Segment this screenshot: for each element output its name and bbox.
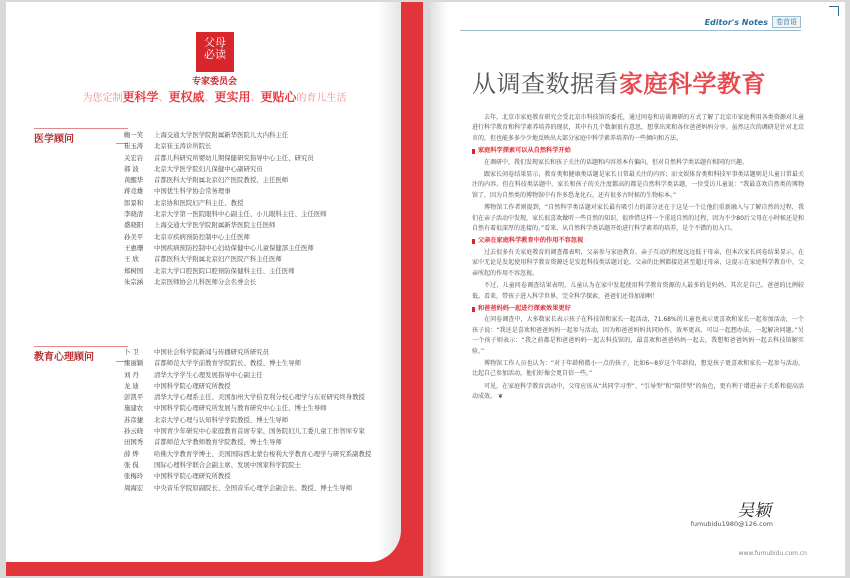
member-description: 国际心理科学联合会副主席、发展中国家科学院院士 [154, 460, 301, 469]
medical-section-rule-top [34, 128, 128, 129]
medical-member [124, 277, 327, 288]
member-description: 首都儿科研究所婴幼儿期保健研究指导中心主任、研究员 [154, 153, 314, 162]
slogan-highlight-3: 更实用 [214, 90, 251, 104]
member-name: 张 侃 [124, 460, 139, 469]
member-name: 康丽颖 [124, 359, 144, 368]
medical-member [124, 153, 327, 164]
left-page [6, 2, 423, 576]
member-name: 王 欣 [124, 255, 139, 264]
member-name: 孙美平 [124, 232, 144, 241]
member-description: 北京大学第一医院眼科中心副主任、小儿眼科主任、主任医师 [154, 210, 327, 219]
education-member [124, 403, 371, 414]
logo-line-1: 父母 [204, 36, 226, 49]
member-name: 黄醒华 [124, 176, 144, 185]
paragraph-3b: 博物馆工作人员也认为：“对于年龄稍微小一点的孩子，比如6~8岁这个年龄段，想觉孩子更喜欢和家长一起参与活动，比起自己参加活动，他们好像会更自信一些。” [472, 359, 804, 378]
subheading-3: 和爸爸妈妈一起进行探索效果更好 [472, 304, 804, 314]
headline-red: 家庭科学教育 [619, 70, 766, 98]
paragraph-1c: 博物馆工作者则提到，“自然科学类话题对家长最有吸引力的部分还在于这是一个让他们重新融入与了解自然的过程，我们在亲子活动中发现，家长很喜欢做听一些自然的知识，很珍惜这样一个重返自然的过程，因为不少80后父母在小时候还是和自然有着很深厚的连接的。”看来，从自然科学类话题开始进行科学素养的培养，是个不错的切入口。 [472, 204, 804, 233]
member-description: 北京市疾病预防控制中心主任医师 [154, 232, 250, 241]
education-member [124, 460, 371, 471]
member-description: 首都医科大学附属北京妇产医院教授、主任医师 [154, 176, 289, 185]
member-name: 施建农 [124, 404, 144, 413]
slogan-highlight-1: 更科学 [122, 90, 159, 104]
member-description: 首都师范大学学前教育学院院长、教授、博士生导师 [154, 359, 301, 368]
education-section-rule-top [34, 346, 128, 347]
member-description: 中国科学院心理研究所发展与教育研究中心主任、博士生导师 [154, 404, 327, 413]
education-member [124, 358, 371, 369]
member-description: 中国青少年研究中心家庭教育首席专家、国务院妇儿工委儿童工作智库专家 [154, 427, 365, 436]
member-description: 北京大学心理与认知科学学院教授、博士生导师 [154, 415, 289, 424]
education-member [124, 347, 371, 358]
member-description: 上海交通大学医学院附属新华医院主任医师 [154, 221, 276, 230]
member-name: 田国秀 [124, 438, 144, 447]
member-description: 中国科学院心理研究所教授 [154, 381, 231, 390]
medical-member [124, 220, 327, 231]
slogan-sep-3: 、 [250, 93, 261, 104]
medical-member [124, 141, 327, 152]
article-body [472, 113, 804, 405]
medical-member [124, 198, 327, 209]
paragraph-3c: 可见，在家庭科学教育活动中，父母应该从“共同学习型”、“引导型”和“陪伴型”的角色，更有利于增进亲子关系和提高活动成效。 ❦ [472, 382, 804, 401]
member-name: 龙 迪 [124, 381, 139, 390]
right-page [430, 2, 845, 576]
member-name: 关宏岩 [124, 153, 144, 162]
member-description: 北京协和医院妇产科主任、教授 [154, 198, 244, 207]
member-description: 北京医师协会儿科医师分会名誉会长 [154, 277, 257, 286]
education-section-title: 教育心理顾问 [34, 352, 94, 363]
member-description: 清华大学心理系主任、美国加州大学伯克利分校心理学与东亚研究终身教授 [154, 393, 365, 402]
editor-signature: 吴颖 [737, 501, 771, 521]
editor-header [705, 16, 801, 28]
member-description: 北京大学口腔医院口腔预防保健科主任、主任医师 [154, 266, 295, 275]
member-name: 张梅玲 [124, 472, 144, 481]
member-name: 李晓清 [124, 210, 144, 219]
member-description: 北京大学医学院妇儿保健中心副研究员 [154, 164, 263, 173]
slogan-highlight-2: 更权威 [168, 90, 205, 104]
medical-member [124, 232, 327, 243]
paragraph-2b: 不过，儿童问卷调查结果表明，儿童认为在家中发起使用科学教育资源的人最多的是妈妈，其次是自己，爸爸的比例较低。看来，带孩子进入科学世界，完全科学探索，爸爸们还得加油啊！ [472, 282, 804, 300]
member-name: 刘 丹 [124, 370, 139, 379]
paragraph-2a: 过去很多有关家庭教育的调查都表明，父亲参与家庭教育、亲子互动的程度远远低于母亲，但本次家长问卷结果显示，在家中无论是发起使用科学教育资源还是发起科技类话题讨论，父亲的比例都接近甚至超过母亲，这提示在家庭科学教育中，父亲所起的作用不容忽视。 [472, 248, 804, 277]
member-description: 清华大学学生心理发展指导中心副主任 [154, 370, 263, 379]
member-name: 盛晓阳 [124, 221, 144, 230]
left-page-content [6, 2, 401, 562]
editor-notes-title: Editor's Notes [704, 17, 768, 27]
slogan-prefix: 为您定制 [82, 93, 123, 104]
paragraph-1a: 在调研中，我们发现家长和孩子关注的话题和内容基本有偏向，但对自然科学类话题有相同的兴趣。 [484, 158, 749, 166]
medical-section-title: 医学顾问 [34, 134, 74, 145]
paragraph-3a: 在问卷调查中，大多数家长表示孩子在科技馆和家长一起活动，71.68%的儿童也表示更喜欢和家长一起参加活动，一个孩子说：“我还是喜欢和爸爸妈妈一起参与活动，因为和爸爸妈妈共同协作，效率更高，可以一起想办法，一起解决问题。”另一个孩子则表示：“我之前都是和爸爸妈妈一起去科技馆的，最喜欢和爸爸妈妈一起去，我想和爸爸妈妈一起去科技馆解实验。” [472, 316, 804, 355]
paragraph-1b: 跟家长问卷结果显示，教育类和健康类话题是家长日常最关注的内容；而文娱体育类和科技军事类话题则是儿童日常最关注的内容。但在科技类话题中，家长和孩子的关注度都高的都是自然科学类话题，一位受访儿童说：“我最喜欢自然类的博物馆了，因为自然类的博物馆中有许多恐龙化石，还有很多古时候的生物标本。” [472, 171, 804, 199]
corner-mark [829, 6, 839, 16]
slogan-sep-1: 、 [158, 93, 169, 104]
medical-member [124, 164, 327, 175]
member-name: 王惠珊 [124, 243, 144, 252]
education-member [124, 483, 371, 494]
education-member [124, 370, 371, 381]
member-description: 中央音乐学院原副院长、全国音乐心理学会副会长、教授、博士生导师 [154, 483, 353, 492]
subheading-2: 父亲在家庭科学教育中的作用不容忽视 [472, 236, 804, 246]
slogan [6, 88, 401, 105]
member-description: 中国社会科学院新闻与传播研究所研究员 [154, 348, 270, 356]
medical-member [124, 254, 327, 265]
member-description: 首都医科大学附属北京妇产医院产科主任医师 [154, 255, 282, 264]
member-description: 首都师范大学教师教育学院教授、博士生导师 [154, 438, 282, 447]
education-member [124, 381, 371, 392]
member-name: 苏彦捷 [124, 415, 144, 424]
member-name: 卜 卫 [124, 348, 139, 356]
slogan-suffix: 的育儿生活 [296, 93, 347, 104]
member-name: 崔玉涛 [124, 142, 144, 151]
slogan-highlight-4: 更贴心 [260, 90, 297, 104]
medical-member [124, 175, 327, 186]
committee-title: 专家委员会 [191, 77, 237, 87]
member-name: 蒋竞雄 [124, 187, 144, 196]
medical-member [124, 266, 327, 277]
education-member [124, 437, 371, 448]
headline-gray: 从调查数据看 [472, 70, 619, 98]
subheading-1: 家庭科学探索可以从自然科学开始 [472, 146, 804, 156]
editor-notes-tag: 卷首语 [772, 16, 801, 28]
member-description: 上海交通大学医学院附属新华医院儿大内科主任 [154, 131, 289, 139]
medical-member [124, 130, 327, 141]
article-headline [472, 64, 766, 99]
member-name: 郎景和 [124, 198, 144, 207]
editor-email: fumubidu1980@126.com [690, 520, 773, 528]
member-name: 薛 烨 [124, 449, 139, 458]
member-description: 哈佛大学教育学博士、美国国际西北蒙台梭利大学教育心理学与研究系副教授 [154, 449, 372, 458]
slogan-sep-2: 、 [204, 93, 215, 104]
member-name: 周海宏 [124, 483, 144, 492]
medical-member-list [124, 130, 327, 288]
education-member [124, 426, 371, 437]
education-member [124, 392, 371, 403]
member-name: 郝 波 [124, 164, 139, 173]
member-description: 中国优生科学协会常务理事 [154, 187, 231, 196]
education-member-list [124, 347, 371, 494]
logo-line-2: 必读 [204, 48, 226, 61]
medical-member [124, 243, 327, 254]
education-member [124, 449, 371, 460]
medical-member [124, 209, 327, 220]
member-name: 鲍一笑 [124, 131, 144, 139]
education-member [124, 471, 371, 482]
member-name: 彭凯平 [124, 393, 144, 402]
header-rule [460, 30, 801, 31]
member-name: 孙云晓 [124, 427, 144, 436]
member-description: 中国疾病预防控制中心妇幼保健中心儿童保健部主任医师 [154, 243, 314, 252]
education-member [124, 415, 371, 426]
magazine-logo [196, 32, 234, 72]
member-description: 北京崔玉涛诊所院长 [154, 142, 212, 151]
member-name: 郑树国 [124, 266, 144, 275]
member-description: 中国科学院心理研究所教授 [154, 472, 231, 481]
paragraph-intro: 去年，北京市家庭教育研究会受北京市科技馆的委托，通过问卷和访谈调研的方式了解了北京市家庭利用各类资源对儿童进行科学教育和科学素养培养的现状，其中有几个数据很有意思，想拿出来和各位爸爸妈妈分享。虽然这次的调研是针对北京市的，但也能多多少少地反映出大部分家庭中科学素养培养的一些倾向和方法。 [472, 114, 804, 142]
website-url: www.fumubidu.com.cn [738, 550, 807, 557]
medical-member [124, 186, 327, 197]
member-name: 朱宗涵 [124, 277, 144, 286]
